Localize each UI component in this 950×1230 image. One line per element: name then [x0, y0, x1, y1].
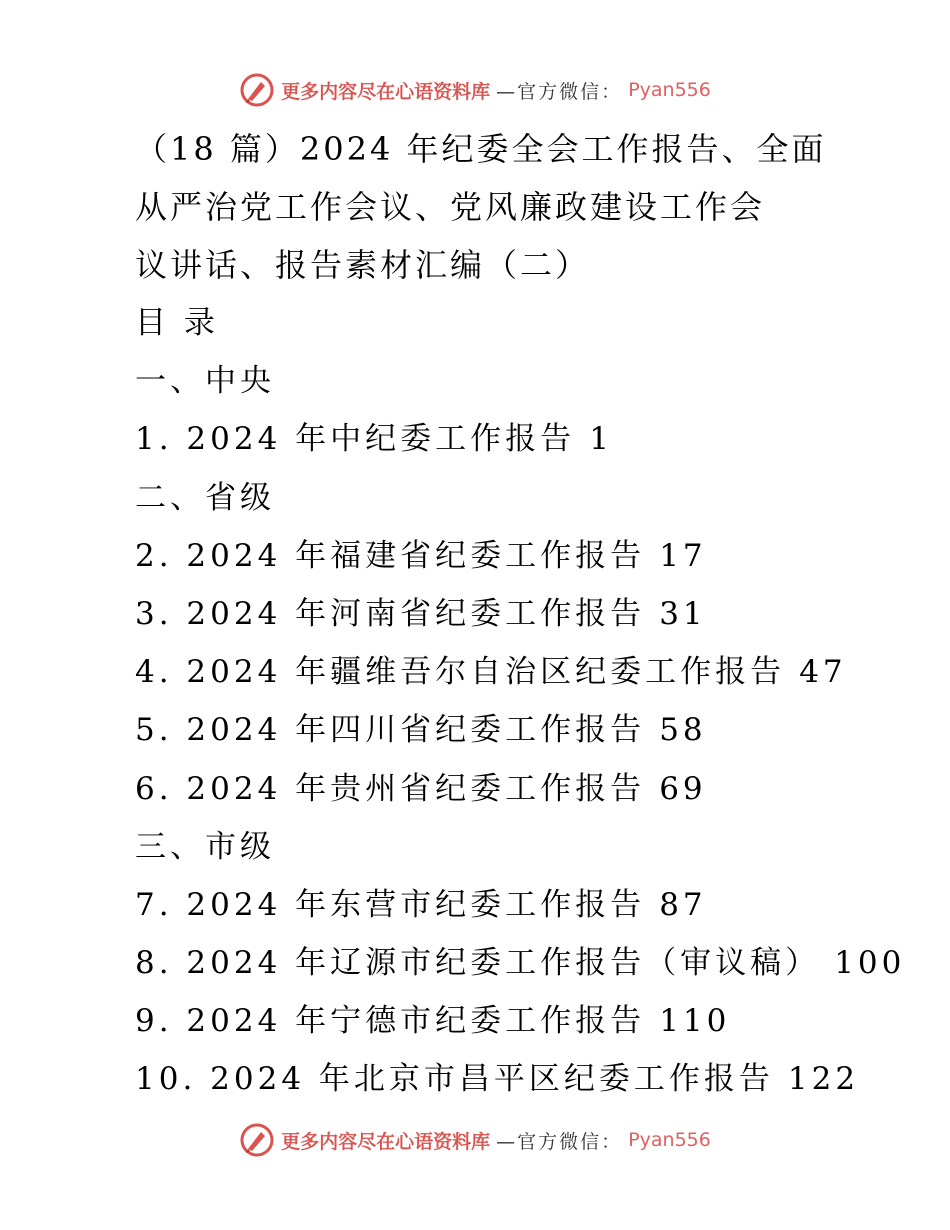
pen-logo-icon [239, 72, 275, 108]
document-body [135, 120, 925, 1109]
watermark-text: 更多内容尽在心语资料库 [281, 80, 491, 103]
watermark-banner-bottom [0, 1120, 950, 1160]
watermark-id: Pyan556 [628, 79, 711, 101]
section-heading: 一、中央 [135, 363, 275, 400]
toc-entry-page: 69 [659, 770, 707, 807]
pen-logo-icon [239, 1122, 275, 1158]
toc-entry [135, 876, 925, 934]
section-heading: 三、市级 [135, 828, 275, 865]
watermark-official: —官方微信： [496, 80, 623, 103]
toc-entry [135, 527, 925, 585]
toc-entry-page: 1 [589, 421, 613, 458]
toc-entry [135, 643, 925, 701]
section-heading: 二、省级 [135, 479, 275, 516]
toc-entry-title: 4. 2024 年疆维吾尔自治区纪委工作报告 [135, 654, 786, 691]
toc-entry-title: 10. 2024 年北京市昌平区纪委工作报告 [135, 1061, 774, 1098]
toc-entry [135, 585, 925, 643]
toc-entry-page: 17 [659, 537, 707, 574]
toc-entry-page: 58 [659, 712, 707, 749]
toc-entry-title: 1. 2024 年中纪委工作报告 [135, 421, 576, 458]
toc-entry-title: 5. 2024 年四川省纪委工作报告 [135, 712, 646, 749]
toc-entry [135, 934, 925, 992]
toc-entry-title: 8. 2024 年辽源市纪委工作报告（审议稿） [135, 945, 821, 982]
document-title-line-2: 从严治党工作会议、党风廉政建设工作会 [135, 188, 766, 226]
toc-entry-title: 7. 2024 年东营市纪委工作报告 [135, 886, 646, 923]
document-title-line-3: 议讲话、报告素材汇编（二） [135, 246, 591, 284]
toc-entry-title: 3. 2024 年河南省纪委工作报告 [135, 595, 646, 632]
watermark-official: —官方微信： [496, 1130, 623, 1153]
toc-entry-title: 9. 2024 年宁德市纪委工作报告 [135, 1003, 646, 1040]
toc-entry-page: 47 [799, 654, 847, 691]
watermark-text: 更多内容尽在心语资料库 [281, 1130, 491, 1153]
toc-entry-page: 110 [659, 1003, 731, 1040]
toc-entry [135, 701, 925, 759]
toc-entry-title: 6. 2024 年贵州省纪委工作报告 [135, 770, 646, 807]
toc-entry [135, 760, 925, 818]
watermark-id: Pyan556 [628, 1129, 711, 1151]
toc-entry [135, 992, 925, 1050]
toc-entry-title: 2. 2024 年福建省纪委工作报告 [135, 537, 646, 574]
toc-entry [135, 1050, 925, 1108]
toc-entry-page: 31 [659, 595, 707, 632]
toc-entry [135, 410, 925, 468]
toc-heading: 目 录 [135, 305, 219, 341]
document-title-line-1: （18 篇）2024 年纪委全会工作报告、全面 [135, 130, 827, 168]
toc-entry-page: 87 [659, 886, 707, 923]
toc-entry-page: 122 [787, 1061, 860, 1098]
watermark-banner-top [0, 70, 950, 110]
toc-entry-page: 100 [834, 945, 906, 982]
